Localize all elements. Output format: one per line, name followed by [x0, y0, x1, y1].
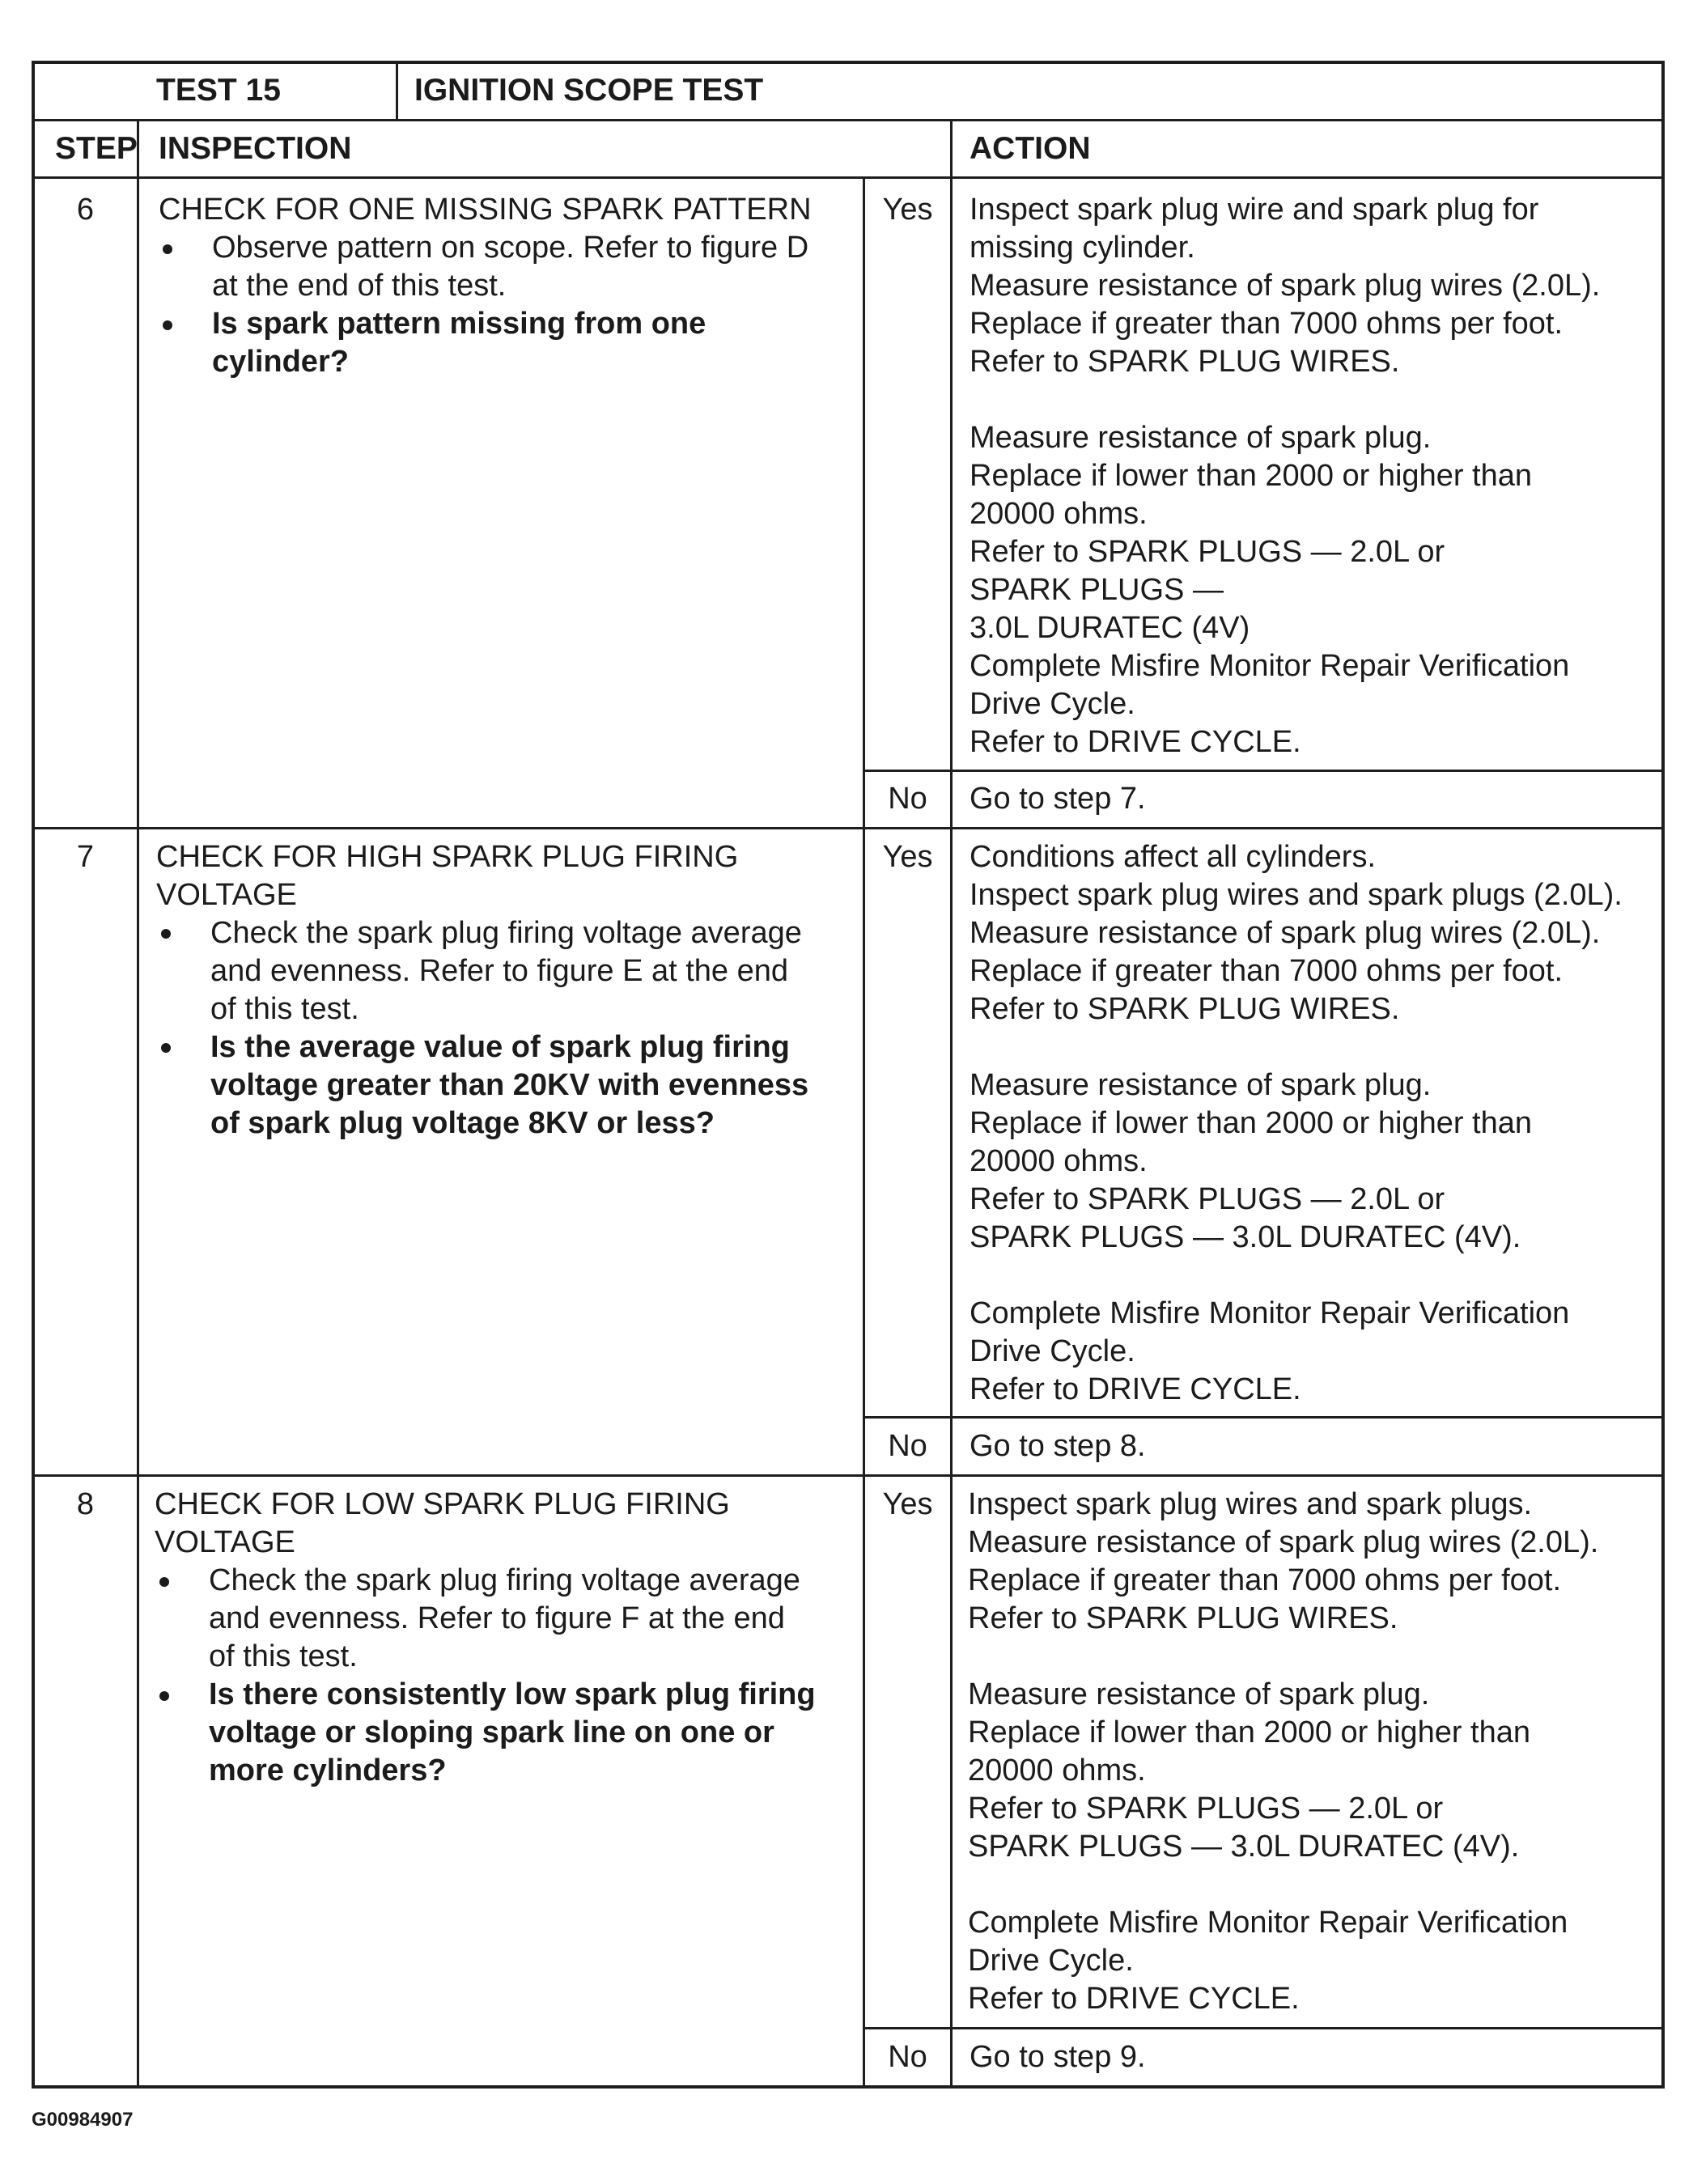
instruction-line: Check the spark plug firing voltage average [210, 916, 802, 950]
no-label: No [888, 782, 927, 816]
step-number: 7 [76, 840, 95, 874]
action-line: Inspect spark plug wire and spark plug for [970, 193, 1539, 227]
action-line: Measure resistance of spark plug. [970, 1068, 1432, 1102]
inspection-question [209, 1676, 816, 1790]
action-line: Complete Misfire Monitor Repair Verification [970, 649, 1570, 683]
column-action: ACTION [970, 131, 1091, 166]
action-line: 20000 ohms. [970, 497, 1148, 531]
test-number: TEST 15 [156, 73, 281, 108]
rule-step8-no [863, 2027, 1665, 2029]
action-line: Drive Cycle. [970, 1334, 1135, 1368]
action-line: Replace if lower than 2000 or higher than [970, 1106, 1533, 1140]
inspection-question [212, 305, 706, 381]
action-gap [970, 1028, 1623, 1067]
step-title [156, 838, 738, 914]
yes-label: Yes [882, 193, 933, 227]
action-line: SPARK PLUGS — 3.0L DURATEC (4V). [970, 1220, 1521, 1254]
figure-code: G00984907 [32, 2109, 134, 2131]
yes-action [970, 838, 1623, 1409]
action-line: Replace if lower than 2000 or higher than [970, 459, 1533, 493]
inspection-question [210, 1028, 808, 1143]
step-title-line: VOLTAGE [155, 1525, 295, 1559]
bullet-icon [159, 1577, 169, 1587]
action-line: Refer to SPARK PLUGS — 2.0L or [970, 535, 1445, 569]
test-title: IGNITION SCOPE TEST [414, 73, 764, 108]
action-gap [970, 1257, 1623, 1295]
instruction-line: and evenness. Refer to figure E at the end [210, 954, 789, 988]
inspection-instruction [209, 1562, 800, 1676]
rule-step7-no [863, 1416, 1665, 1419]
action-line: Inspect spark plug wires and spark plugs (2.0L). [970, 878, 1623, 912]
action-line: 20000 ohms. [970, 1144, 1148, 1178]
question-line: cylinder? [212, 345, 349, 379]
action-line: 3.0L DURATEC (4V) [970, 611, 1250, 645]
question-line: Is the average value of spark plug firing [210, 1030, 790, 1064]
rule-step6-no [863, 770, 1665, 772]
no-label: No [888, 1429, 927, 1463]
step-number: 8 [76, 1487, 95, 1521]
bullet-icon [161, 1043, 171, 1053]
action-line: Replace if greater than 7000 ohms per foot. [970, 307, 1564, 341]
no-action: Go to step 7. [970, 782, 1146, 816]
action-line: 20000 ohms. [968, 1754, 1146, 1787]
action-line: Complete Misfire Monitor Repair Verification [970, 1296, 1570, 1330]
yes-label: Yes [882, 1487, 933, 1521]
action-line: Measure resistance of spark plug wires (2.0L). [968, 1525, 1599, 1559]
instruction-line: of this test. [210, 992, 359, 1026]
inspection-instruction [210, 914, 802, 1028]
action-gap [968, 1638, 1598, 1676]
step-number: 6 [76, 193, 95, 227]
bullet-icon [163, 320, 172, 330]
action-line: SPARK PLUGS — 3.0L DURATEC (4V). [968, 1830, 1520, 1864]
step-title [155, 1486, 730, 1562]
question-line: more cylinders? [209, 1754, 447, 1787]
instruction-line: Check the spark plug firing voltage average [209, 1563, 800, 1597]
bullet-icon [159, 1691, 169, 1701]
instruction-line: and evenness. Refer to figure F at the end [209, 1601, 785, 1635]
step-title [159, 191, 812, 229]
action-line: Drive Cycle. [970, 687, 1135, 721]
no-action: Go to step 8. [970, 1429, 1146, 1463]
action-line: Replace if lower than 2000 or higher than [968, 1715, 1531, 1749]
rule-step6-bottom [32, 827, 1665, 829]
no-label: No [888, 2040, 927, 2074]
action-line: Measure resistance of spark plug. [970, 421, 1432, 455]
instruction-line: at the end of this test. [212, 269, 507, 303]
action-line: Complete Misfire Monitor Repair Verification [968, 1906, 1568, 1940]
rule-step7-bottom [32, 1474, 1665, 1477]
action-line: Refer to SPARK PLUGS — 2.0L or [968, 1792, 1444, 1826]
action-line: Refer to SPARK PLUG WIRES. [970, 345, 1400, 379]
action-line: Measure resistance of spark plug. [968, 1677, 1430, 1711]
rule-title-divider [396, 61, 398, 120]
bullet-icon [163, 244, 172, 254]
action-line: Conditions affect all cylinders. [970, 840, 1376, 874]
rule-answer-action [950, 119, 953, 2089]
no-action: Go to step 9. [970, 2040, 1146, 2074]
inspection-instruction [212, 229, 808, 305]
question-line: voltage or sloping spark line on one or [209, 1715, 774, 1749]
step-title-line: VOLTAGE [156, 878, 297, 912]
action-line: Drive Cycle. [968, 1944, 1134, 1978]
yes-action [970, 191, 1600, 761]
action-line: Refer to DRIVE CYCLE. [970, 725, 1301, 759]
action-gap [970, 381, 1600, 419]
action-line: SPARK PLUGS — [970, 573, 1224, 607]
action-line: Refer to DRIVE CYCLE. [970, 1372, 1301, 1406]
action-line: missing cylinder. [970, 231, 1195, 265]
bullet-icon [161, 929, 171, 939]
action-line: Replace if greater than 7000 ohms per foot. [970, 954, 1564, 988]
rule-columns-bottom [32, 176, 1665, 179]
yes-action [968, 1486, 1598, 2018]
action-gap [968, 1866, 1598, 1904]
question-line: Is there consistently low spark plug firing [209, 1677, 816, 1711]
action-line: Refer to DRIVE CYCLE. [968, 1982, 1300, 2016]
action-line: Measure resistance of spark plug wires (2.0L). [970, 916, 1601, 950]
column-inspection: INSPECTION [159, 131, 352, 166]
instruction-line: of this test. [209, 1639, 358, 1673]
instruction-line: Observe pattern on scope. Refer to figure D [212, 231, 809, 265]
question-line: voltage greater than 20KV with evenness [210, 1068, 809, 1102]
step-title-line: CHECK FOR LOW SPARK PLUG FIRING [155, 1487, 730, 1521]
step-title-line: CHECK FOR HIGH SPARK PLUG FIRING [156, 840, 739, 874]
rule-header-bottom [32, 119, 1665, 121]
action-line: Inspect spark plug wires and spark plugs. [968, 1487, 1533, 1521]
question-line: Is spark pattern missing from one [212, 307, 706, 341]
action-line: Refer to SPARK PLUGS — 2.0L or [970, 1182, 1445, 1216]
action-line: Refer to SPARK PLUG WIRES. [968, 1601, 1398, 1635]
column-step: STEP [55, 131, 138, 166]
yes-label: Yes [882, 840, 933, 874]
action-line: Measure resistance of spark plug wires (2.0L). [970, 269, 1601, 303]
question-line: of spark plug voltage 8KV or less? [210, 1106, 715, 1140]
action-line: Replace if greater than 7000 ohms per foot. [968, 1563, 1562, 1597]
action-line: Refer to SPARK PLUG WIRES. [970, 992, 1400, 1026]
rule-inspection-answer [863, 176, 865, 2089]
rule-step-col [137, 119, 139, 2089]
step-title-line: CHECK FOR ONE MISSING SPARK PATTERN [159, 193, 812, 227]
